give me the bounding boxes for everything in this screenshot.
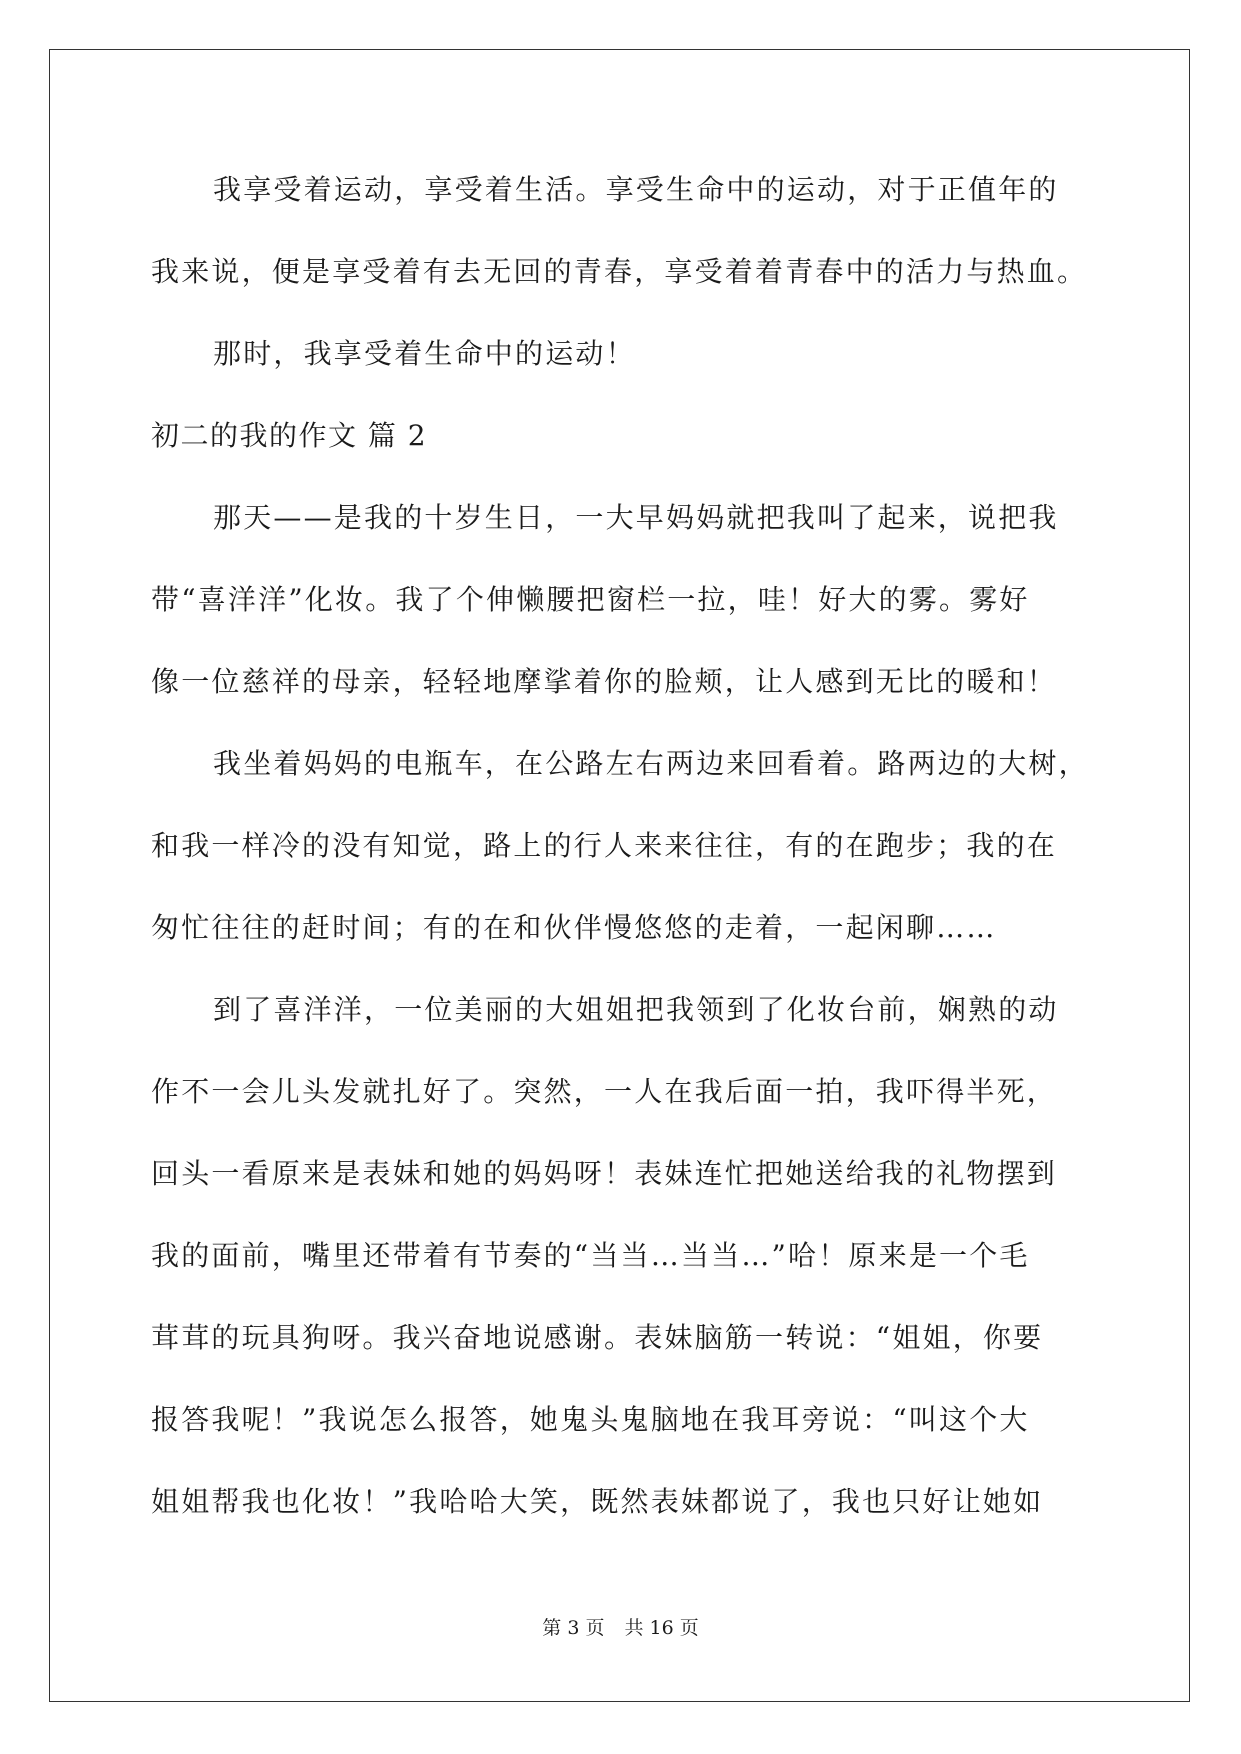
paragraph-line: 和我一样冷的没有知觉，路上的行人来来往往，有的在跑步；我的在 <box>151 829 1058 862</box>
paragraph-line: 像一位慈祥的母亲，轻轻地摩挲着你的脸颊，让人感到无比的暖和！ <box>151 665 1058 698</box>
paragraph-line: 报答我呢！”我说怎么报答，她鬼头鬼脑地在我耳旁说：“叫这个大 <box>151 1403 1030 1436</box>
document-body <box>151 160 1091 1554</box>
paragraph-line: 我的面前，嘴里还带着有节奏的“当当…当当…”哈！原来是一个毛 <box>151 1239 1030 1272</box>
paragraph-line: 我坐着妈妈的电瓶车，在公路左右两边来回看着。路两边的大树， <box>213 747 1089 780</box>
paragraph-line: 我来说，便是享受着有去无回的青春，享受着着青春中的活力与热血。 <box>151 255 1088 288</box>
paragraph-line: 那时，我享受着生命中的运动！ <box>213 337 636 370</box>
paragraph-line: 茸茸的玩具狗呀。我兴奋地说感谢。表妹脑筋一转说：“姐姐，你要 <box>151 1321 1044 1354</box>
paragraph-line: 那天——是我的十岁生日，一大早妈妈就把我叫了起来，说把我 <box>213 501 1059 534</box>
section-heading: 初二的我的作文 篇 2 <box>151 419 428 452</box>
paragraph-line: 姐姐帮我也化妆！”我哈哈大笑，既然表妹都说了，我也只好让她如 <box>151 1485 1044 1518</box>
page-footer <box>0 1614 1241 1642</box>
paragraph-line: 我享受着运动，享受着生活。享受生命中的运动，对于正值年的 <box>213 173 1059 206</box>
paragraph-line: 回头一看原来是表妹和她的妈妈呀！表妹连忙把她送给我的礼物摆到 <box>151 1157 1058 1190</box>
page-number: 第 3 页 <box>542 1617 605 1639</box>
paragraph-line: 作不一会儿头发就扎好了。突然，一人在我后面一拍，我吓得半死， <box>151 1075 1058 1108</box>
paragraph-line: 匆忙往往的赶时间；有的在和伙伴慢悠悠的走着，一起闲聊…… <box>151 911 997 944</box>
paragraph-line: 到了喜洋洋，一位美丽的大姐姐把我领到了化妆台前，娴熟的动 <box>213 993 1059 1026</box>
page-total: 共 16 页 <box>624 1617 699 1639</box>
paragraph-line: 带“喜洋洋”化妆。我了个伸懒腰把窗栏一拉，哇！好大的雾。雾好 <box>151 583 1030 616</box>
